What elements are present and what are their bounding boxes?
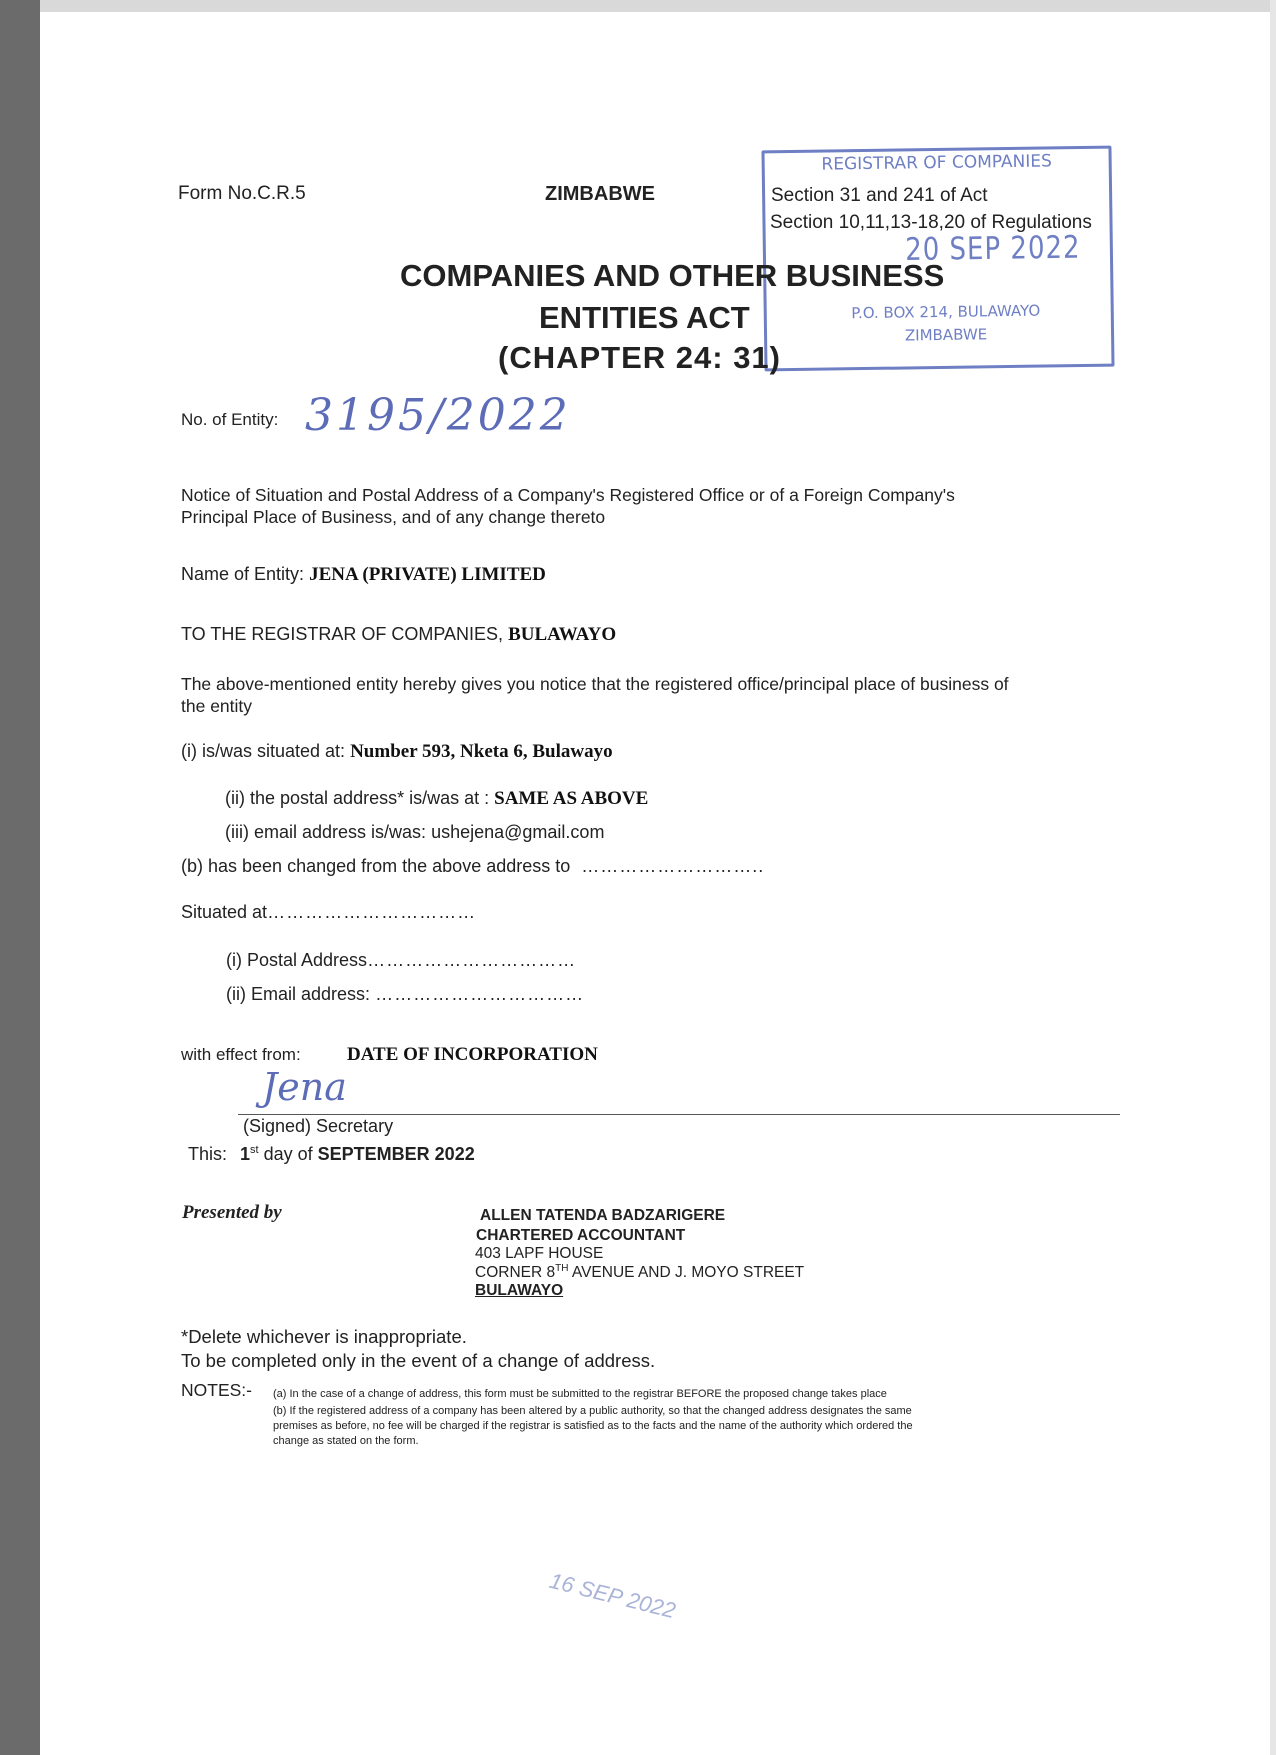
- scan-shadow-left: [0, 0, 40, 1755]
- situated-at-label: Situated at: [181, 902, 268, 922]
- new-postal-blank: ……………………………: [367, 950, 577, 970]
- notice-body-line1: The above-mentioned entity hereby gives you notice that the registered office/principal place of business of: [181, 674, 1009, 694]
- presenter-city: BULAWAYO: [475, 1282, 564, 1299]
- email-row: [225, 822, 604, 843]
- new-email-label: (ii) Email address:: [226, 984, 371, 1004]
- stamp-title: REGISTRAR OF COMPANIES: [821, 151, 1052, 175]
- notice-body-line2: the entity: [181, 696, 253, 716]
- stamp-date: 20 SEP 2022: [904, 230, 1081, 269]
- notice-title-line1: Notice of Situation and Postal Address of a Company's Registered Office or of a Foreign Company's: [181, 485, 955, 505]
- signature-caption: (Signed) Secretary: [243, 1116, 394, 1136]
- note-a: (a) In the case of a change of address, this form must be submitted to the registrar BEFORE the proposed change takes place: [273, 1388, 887, 1400]
- faint-date-stamp: 16 SEP 2022: [547, 1567, 679, 1624]
- scan-shadow-right: [1270, 0, 1276, 1755]
- presenter-title: CHARTERED ACCOUNTANT: [476, 1227, 686, 1244]
- address-2-suffix: AVENUE AND J. MOYO STREET: [568, 1264, 805, 1282]
- email-label: (iii) email address is/was:: [225, 822, 427, 842]
- date-rest: day of: [258, 1144, 318, 1164]
- secretary-signature: Jena: [262, 1065, 347, 1109]
- new-email-blank: ……………………………: [375, 984, 585, 1004]
- note-b-line1: (b) If the registered address of a company has been altered by a public authority, so that the changed address designates the same: [273, 1405, 912, 1417]
- entity-name-row: [181, 564, 546, 586]
- new-postal-row: [226, 950, 576, 971]
- address-2-prefix: CORNER 8: [475, 1264, 556, 1282]
- date-day: 1: [240, 1144, 251, 1164]
- date-prefix: This:: [188, 1144, 228, 1164]
- entity-name-label: Name of Entity:: [181, 564, 305, 584]
- changed-blank: ………………………..: [581, 856, 765, 876]
- footnote-complete: To be completed only in the event of a change of address.: [181, 1350, 656, 1371]
- situated-row: [181, 741, 613, 763]
- situated-label: (i) is/was situated at:: [181, 741, 346, 761]
- situated-value: Number 593, Nketa 6, Bulawayo: [350, 741, 613, 762]
- presenter-name: ALLEN TATENDA BADZARIGERE: [480, 1207, 726, 1224]
- form-number: Form No.C.R.5: [178, 183, 306, 204]
- footnote-delete: *Delete whichever is inappropriate.: [181, 1326, 467, 1347]
- entity-number-value: 3195/2022: [305, 390, 571, 441]
- act-title-line2: ENTITIES ACT: [539, 300, 750, 335]
- changed-row: [181, 856, 764, 877]
- notice-title-line2: Principal Place of Business, and of any change thereto: [181, 507, 606, 527]
- registrar-row: [181, 624, 616, 646]
- address-2-sup: TH: [555, 1263, 569, 1274]
- effect-value: DATE OF INCORPORATION: [347, 1044, 598, 1065]
- stamp-country: ZIMBABWE: [904, 325, 988, 345]
- scan-shadow-top: [40, 0, 1276, 12]
- section-act: Section 31 and 241 of Act: [771, 185, 988, 206]
- section-regulations: Section 10,11,13-18,20 of Regulations: [770, 212, 1092, 233]
- presented-by-label: Presented by: [182, 1202, 282, 1223]
- entity-number-label: No. of Entity:: [181, 410, 279, 429]
- presenter-address-1: 403 LAPF HOUSE: [475, 1245, 604, 1262]
- entity-name-value: JENA (PRIVATE) LIMITED: [309, 564, 546, 585]
- email-value: ushejena@gmail.com: [431, 822, 605, 842]
- stamp-address: P.O. BOX 214, BULAWAYO: [851, 301, 1041, 323]
- new-email-row: [226, 984, 584, 1005]
- act-title-line1: COMPANIES AND OTHER BUSINESS: [400, 258, 945, 293]
- new-postal-label: (i) Postal Address: [226, 950, 368, 970]
- note-b-line2: premises as before, no fee will be charged if the registrar is satisfied as to the facts and the name of the authority which ordered the: [273, 1420, 913, 1432]
- country-heading: ZIMBABWE: [545, 183, 655, 205]
- changed-label: (b) has been changed from the above address to: [181, 856, 571, 876]
- postal-value: SAME AS ABOVE: [494, 788, 649, 809]
- date-day-suffix: st: [250, 1144, 259, 1156]
- note-b-line3: change as stated on the form.: [273, 1435, 419, 1447]
- situated-at-row: [181, 902, 476, 923]
- postal-row: [225, 788, 648, 810]
- notes-label: NOTES:-: [181, 1380, 252, 1400]
- situated-at-blank: ……………………………: [267, 902, 477, 922]
- registrar-city: BULAWAYO: [508, 624, 617, 645]
- signature-line: [238, 1114, 1120, 1115]
- date-line: [188, 1144, 475, 1165]
- effect-label: with effect from:: [181, 1045, 301, 1064]
- presenter-address-2: [475, 1263, 804, 1282]
- registrar-label: TO THE REGISTRAR OF COMPANIES,: [181, 624, 504, 644]
- date-month-year: SEPTEMBER 2022: [317, 1144, 475, 1164]
- postal-label: (ii) the postal address* is/was at :: [225, 788, 490, 808]
- act-title-line3: (CHAPTER 24: 31): [498, 340, 781, 375]
